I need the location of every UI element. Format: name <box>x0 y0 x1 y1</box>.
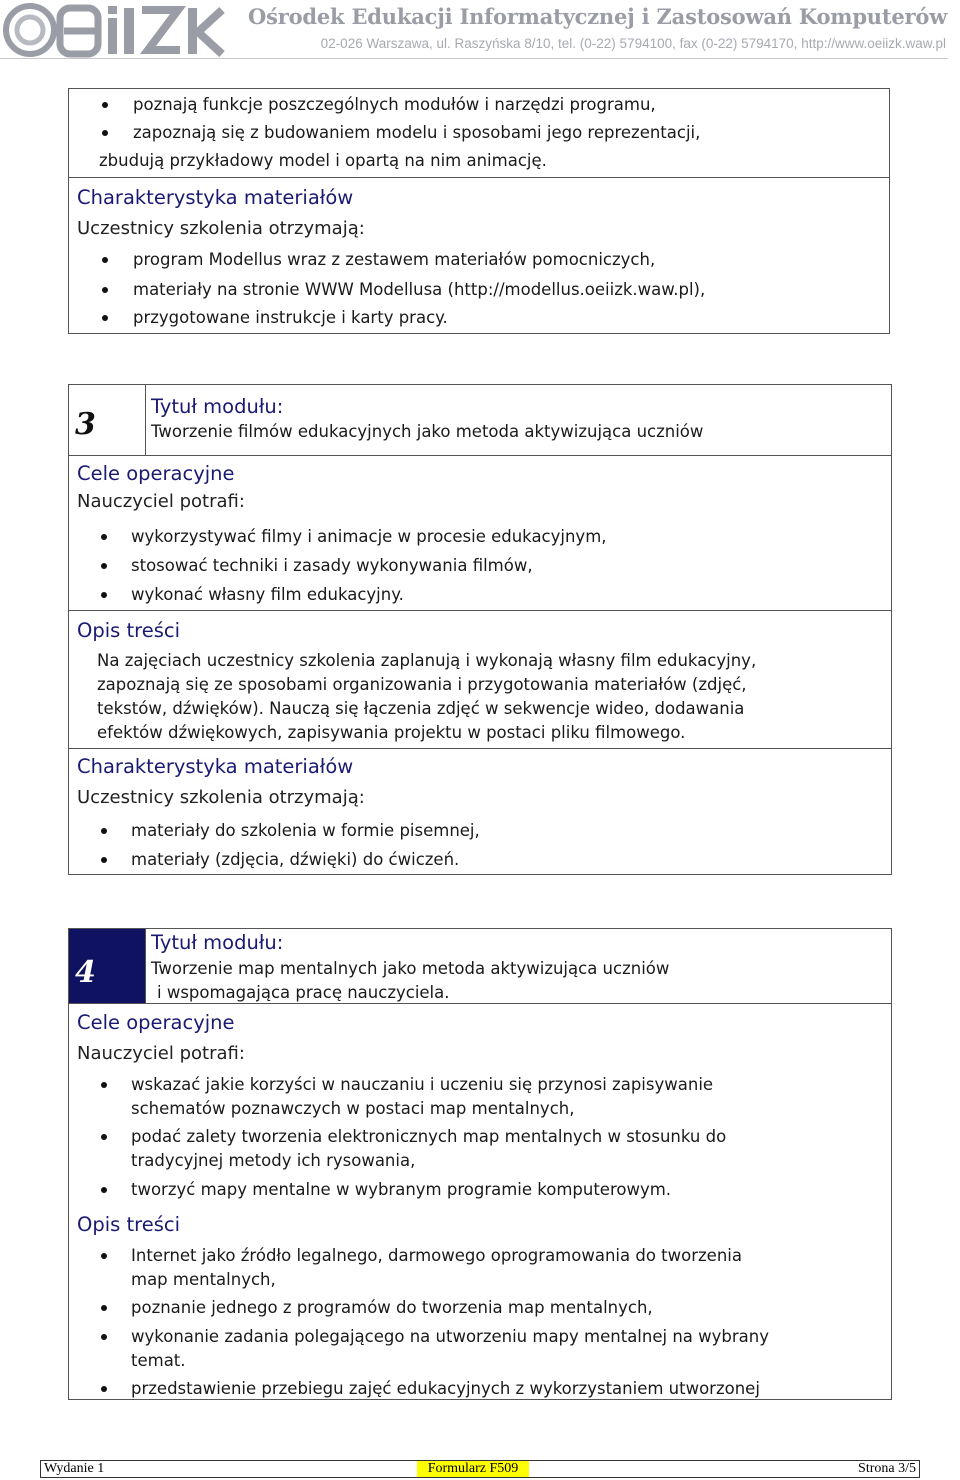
bullet-icon <box>102 130 108 136</box>
section-divider <box>69 610 891 611</box>
bullet-icon <box>101 563 107 569</box>
form-number: Formularz F509 <box>417 1461 529 1477</box>
list-item: wskazać jakie korzyści w nauczaniu i uczeniu się przynosi zapisywanie <box>131 1075 714 1094</box>
goals-heading: Cele operacyjne <box>77 1011 235 1034</box>
list-item: poznanie jednego z programów do tworzenia map mentalnych, <box>131 1298 653 1317</box>
module-number: 3 <box>75 407 96 442</box>
materials-lead: Uczestnicy szkolenia otrzymają: <box>77 218 365 239</box>
oeiizk-logo <box>0 0 228 62</box>
organization-name: Ośrodek Edukacji Informatycznej i Zastosowań Komputerów <box>248 4 948 29</box>
bullet-icon <box>102 257 108 263</box>
list-item: tworzyć mapy mentalne w wybranym programie komputerowym. <box>131 1180 672 1199</box>
materials-heading: Charakterystyka materiałów <box>77 755 354 778</box>
bullet-icon <box>101 1305 107 1311</box>
bullet-icon <box>101 1082 107 1088</box>
bullet-icon <box>101 534 107 540</box>
materials-lead: Uczestnicy szkolenia otrzymają: <box>77 787 365 808</box>
organization-address: 02-026 Warszawa, ul. Raszyńska 8/10, tel. (0-22) 5794100, fax (0-22) 5794170, http://www.oeiizk.waw.pl <box>320 36 946 51</box>
bullet-icon <box>102 287 108 293</box>
goals-heading: Cele operacyjne <box>77 462 235 485</box>
content-heading: Opis treści <box>77 619 181 642</box>
goals-lead: Nauczyciel potrafi: <box>77 1043 245 1064</box>
content-line: Na zajęciach uczestnicy szkolenia zaplanują i wykonają własny film edukacyjny, <box>97 651 757 670</box>
page-footer <box>40 1460 920 1478</box>
module-number: 4 <box>75 955 96 990</box>
number-divider <box>145 385 146 455</box>
section-divider <box>69 748 891 749</box>
list-item: podać zalety tworzenia elektronicznych map mentalnych w stosunku do <box>131 1127 727 1146</box>
bullet-icon <box>101 1187 107 1193</box>
list-item: materiały do szkolenia w formie pisemnej, <box>131 821 480 840</box>
list-item: stosować techniki i zasady wykonywania filmów, <box>131 556 533 575</box>
header-divider <box>0 58 948 59</box>
module-title: Tworzenie filmów edukacyjnych jako metoda aktywizująca uczniów <box>151 422 704 441</box>
list-item: wykorzystywać filmy i animacje w procesie edukacyjnym, <box>131 527 607 546</box>
bullet-icon <box>102 102 108 108</box>
materials-heading: Charakterystyka materiałów <box>77 186 354 209</box>
list-item: map mentalnych, <box>131 1270 276 1289</box>
content-heading: Opis treści <box>77 1213 181 1236</box>
bullet-icon <box>101 1134 107 1140</box>
module-title: Tworzenie map mentalnych jako metoda aktywizująca uczniów <box>151 959 670 978</box>
section-divider <box>69 177 889 178</box>
section-divider <box>69 1003 891 1004</box>
module-number-cell <box>69 385 145 455</box>
content-line: zapoznają się ze sposobami organizowania i przygotowania materiałów (zdjęć, <box>97 675 747 694</box>
bullet-icon <box>101 1386 107 1392</box>
list-item: temat. <box>131 1351 186 1370</box>
edition-label: Wydanie 1 <box>44 1461 105 1476</box>
module-title-label: Tytuł modułu: <box>151 395 284 418</box>
list-item: przedstawienie przebiegu zajęć edukacyjnych z wykorzystaniem utworzonej <box>131 1379 760 1398</box>
bullet-icon <box>101 1334 107 1340</box>
module-3 <box>68 384 892 875</box>
list-item: materiały (zdjęcia, dźwięki) do ćwiczeń. <box>131 850 460 869</box>
number-divider <box>145 929 146 1003</box>
goals-lead: Nauczyciel potrafi: <box>77 491 245 512</box>
list-item: zbudują przykładowy model i opartą na nim animację. <box>99 151 547 170</box>
list-item: zapoznają się z budowaniem modelu i sposobami jego reprezentacji, <box>133 123 701 142</box>
bullet-icon <box>102 315 108 321</box>
module-title: i wspomagająca pracę nauczyciela. <box>157 983 450 1002</box>
list-item: program Modellus wraz z zestawem materiałów pomocniczych, <box>133 250 656 269</box>
module-title-label: Tytuł modułu: <box>151 931 284 954</box>
page-number: Strona 3/5 <box>858 1461 916 1476</box>
section-divider <box>69 455 891 456</box>
list-item: wykonanie zadania polegającego na utworzeniu mapy mentalnej na wybrany <box>131 1327 769 1346</box>
module-4 <box>68 928 892 1400</box>
module-number-cell <box>69 929 145 1003</box>
bullet-icon <box>101 828 107 834</box>
bullet-icon <box>101 1253 107 1259</box>
module-2-continuation <box>68 88 890 334</box>
content-line: efektów dźwiękowych, zapisywania projektu w postaci pliku filmowego. <box>97 723 686 742</box>
bullet-icon <box>101 592 107 598</box>
list-item: tradycyjnej metody ich rysowania, <box>131 1151 416 1170</box>
bullet-icon <box>101 857 107 863</box>
list-item: wykonać własny film edukacyjny. <box>131 585 404 604</box>
list-item: schematów poznawczych w postaci map mentalnych, <box>131 1099 575 1118</box>
list-item: Internet jako źródło legalnego, darmowego oprogramowania do tworzenia <box>131 1246 742 1265</box>
list-item: materiały na stronie WWW Modellusa (http://modellus.oeiizk.waw.pl), <box>133 280 706 299</box>
list-item: przygotowane instrukcje i karty pracy. <box>133 308 448 327</box>
list-item: poznają funkcje poszczególnych modułów i narzędzi programu, <box>133 95 656 114</box>
content-line: tekstów, dźwięków). Nauczą się łączenia zdjęć w sekwencje wideo, dodawania <box>97 699 745 718</box>
